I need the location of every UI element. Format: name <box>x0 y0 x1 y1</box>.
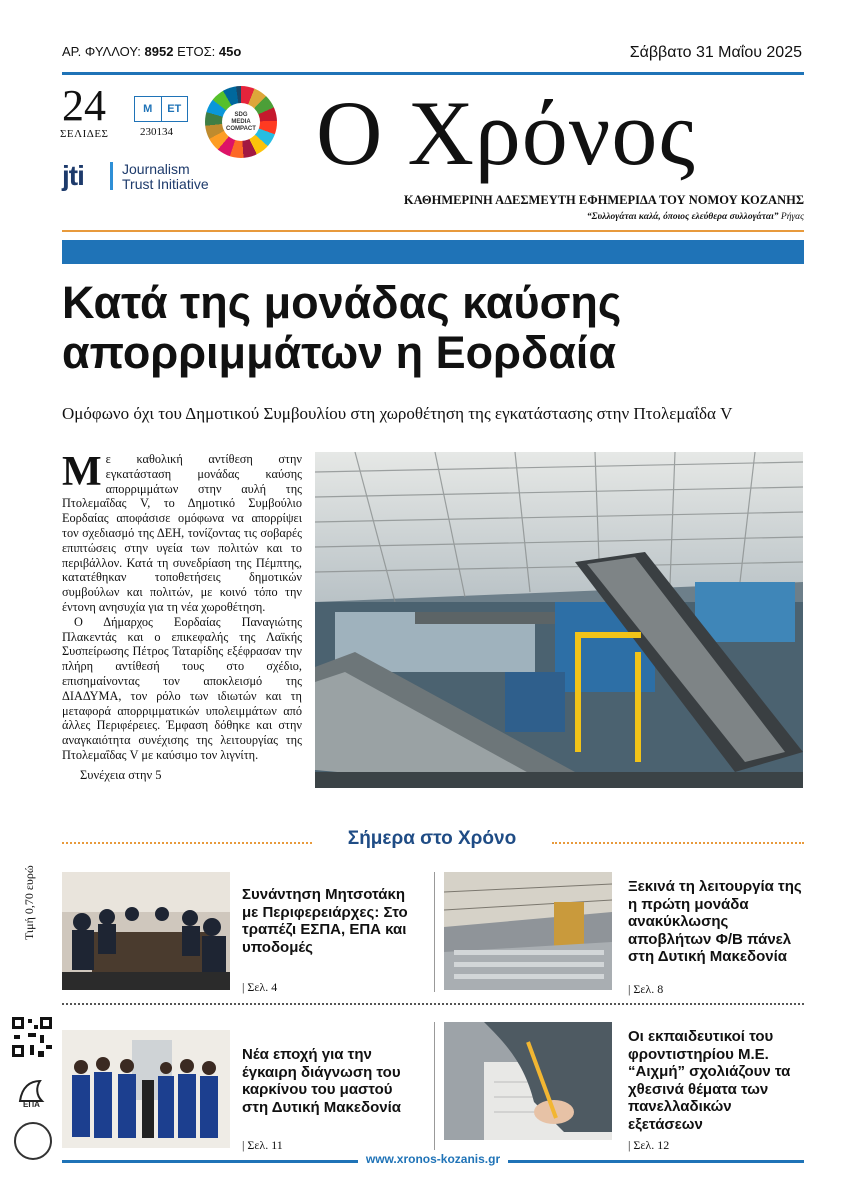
epa-logo <box>14 1075 48 1109</box>
compact-line-2: MEDIA <box>231 118 251 125</box>
met-left: M <box>143 103 153 115</box>
issue-info <box>62 44 241 59</box>
footer-rule-right <box>508 1160 804 1163</box>
paragraph-1 <box>62 449 302 615</box>
teaser-divider-bottom <box>434 1022 435 1150</box>
issue-date: Σάββατο 31 Μαΐου 2025 <box>629 44 802 61</box>
medical-staff-photo <box>62 1030 230 1148</box>
jti-text <box>122 162 209 192</box>
top-rule <box>62 72 804 75</box>
price-label: Τιμή 0,70 ευρώ <box>22 865 36 940</box>
quote-author: Ρήγας <box>780 212 804 222</box>
lead-headline: Κατά της μονάδας καύσης απορριμμάτων η Εορδαία <box>62 277 622 378</box>
section-title: Σήμερα στο Χρόνο <box>347 828 517 849</box>
paragraph-1-text: ε καθολική αντίθεση στην εγκατάσταση μονάδας καύσης απορριμμάτων στην αυλή της Πτολεμαΐδας V, το Δημοτικό Συμβούλιο Εορδαίας αποφάσισε ομόφωνα να απορρίψει τον σχεδιασμό της ΔΕΗ, τονίζοντας τις σοβαρές επιπτώσεις στην υγεία των πολιτών και το περιβάλλον. Κατά τη συνεδρίαση της Πέμπτης, κατατέθηκαν τοποθετήσεις δημοτικών συμβούλων και πολιτών, με κοινό τόπο την έντονη ανησυχία για τη νέα χωροθέτηση. <box>62 452 302 614</box>
waste-facility-photo <box>315 452 803 788</box>
pages-number: 24 <box>62 81 106 130</box>
quote-text: “Συλλογάται καλά, όποιος ελεύθερα συλλογάται” <box>586 212 779 222</box>
masthead-quote <box>587 212 804 222</box>
masthead: Ο Χρόνος <box>316 82 696 184</box>
jti-line-2: Trust Initiative <box>122 176 209 192</box>
jti-divider <box>110 162 113 190</box>
section-divider-left <box>62 842 312 844</box>
website-link[interactable]: www.xronos-kozanis.gr <box>365 1152 501 1166</box>
year-label: ΕΤΟΣ: <box>177 44 216 59</box>
jti-logo: jti <box>62 160 84 191</box>
teaser-3-title[interactable]: Νέα εποχή για την έγκαιρη διάγνωση του καρκίνου του μαστού στη Δυτική Μακεδονία <box>242 1046 401 1116</box>
teaser-2-title[interactable]: Ξεκινά τη λειτουργία της η πρώτη μονάδα ανακύκλωσης αποβλήτων Φ/Β πάνελ στη Δυτική Μακεδονία <box>628 878 802 965</box>
teaser-1-page: | Σελ. 4 <box>242 980 278 994</box>
teaser-divider-top <box>434 872 435 992</box>
lead-deck: Ομόφωνο όχι του Δημοτικού Συμβουλίου στη χωροθέτηση της εγκατάστασης στην Πτολεμαΐδα V <box>62 404 733 423</box>
year-number: 45ο <box>218 44 242 59</box>
continued-note[interactable]: Συνέχεια στην 5 <box>80 768 162 782</box>
teaser-3-page: | Σελ. 11 <box>242 1138 283 1152</box>
teaser-4-title[interactable]: Οι εκπαιδευτικοί του φροντιστηρίου Μ.Ε. “Αιχμή” σχολιάζουν τα χθεσινά θέματα των πανελλαδικών εξετάσεων <box>628 1028 791 1133</box>
teaser-1-title[interactable]: Συνάντηση Μητσοτάκη με Περιφερειάρχες: Στο τραπέζι ΕΣΠΑ, ΕΠΑ και υποδομές <box>242 886 408 956</box>
section-divider-right <box>552 842 804 844</box>
recycling-plant-photo <box>444 872 612 990</box>
teaser-row-divider <box>62 1003 804 1005</box>
footer-rule-left <box>62 1160 358 1163</box>
teaser-2-page: | Σελ. 8 <box>628 982 664 996</box>
paragraph-2: Ο Δήμαρχος Εορδαίας Παναγιώτης Πλακεντάς και ο επικεφαλής της Λαϊκής Συσπείρωσης Πέτρος Ταταρίδης εξέφρασαν την πλήρη αντίθεσή τους στο σχέδιο, επισημαίνοντας τον αποκλεισμό της ΔΙΑΔΥΜΑ, τον ρόλο των ιδιωτών και τη μεταφορά απορριμματικών υπολειμμάτων από άλλες Περιφέρειες. Έμφαση δόθηκε και στην αναγκαιότητα συνέχισης της λειτουργίας της Πτολεμαΐδας V με καύσιμο τον λιγνίτη. <box>62 614 302 762</box>
compact-line-3: COMPACT <box>226 125 256 132</box>
met-logo <box>134 96 188 122</box>
pages-label: ΣΕΛΙΔΕΣ <box>60 128 109 140</box>
dropcap: Μ <box>62 449 102 495</box>
seal-logo <box>14 1122 52 1160</box>
qr-code-icon[interactable] <box>10 1015 54 1059</box>
epa-text: ΕΠΑ <box>23 1100 40 1109</box>
met-code: 230134 <box>140 126 173 138</box>
orange-rule <box>62 230 804 232</box>
lead-article-body <box>62 449 302 763</box>
masthead-subtitle: ΚΑΘΗΜΕΡΙΝΗ ΑΔΕΣΜΕΥΤΗ ΕΦΗΜΕΡΙΔΑ ΤΟΥ ΝΟΜΟΥ ΚΟΖΑΝΗΣ <box>403 193 804 207</box>
teaser-4-page: | Σελ. 12 <box>628 1138 670 1152</box>
jti-line-1: Journalism <box>122 161 190 177</box>
media-compact-label <box>222 103 260 141</box>
met-right: ET <box>161 97 188 121</box>
meeting-photo <box>62 872 230 990</box>
student-writing-photo <box>444 1022 612 1140</box>
compact-line-1: SDG <box>234 111 248 118</box>
issue-number: 8952 <box>144 44 174 59</box>
issue-label: ΑΡ. ΦΥΛΛΟΥ: <box>62 44 141 59</box>
blue-band <box>62 240 804 264</box>
